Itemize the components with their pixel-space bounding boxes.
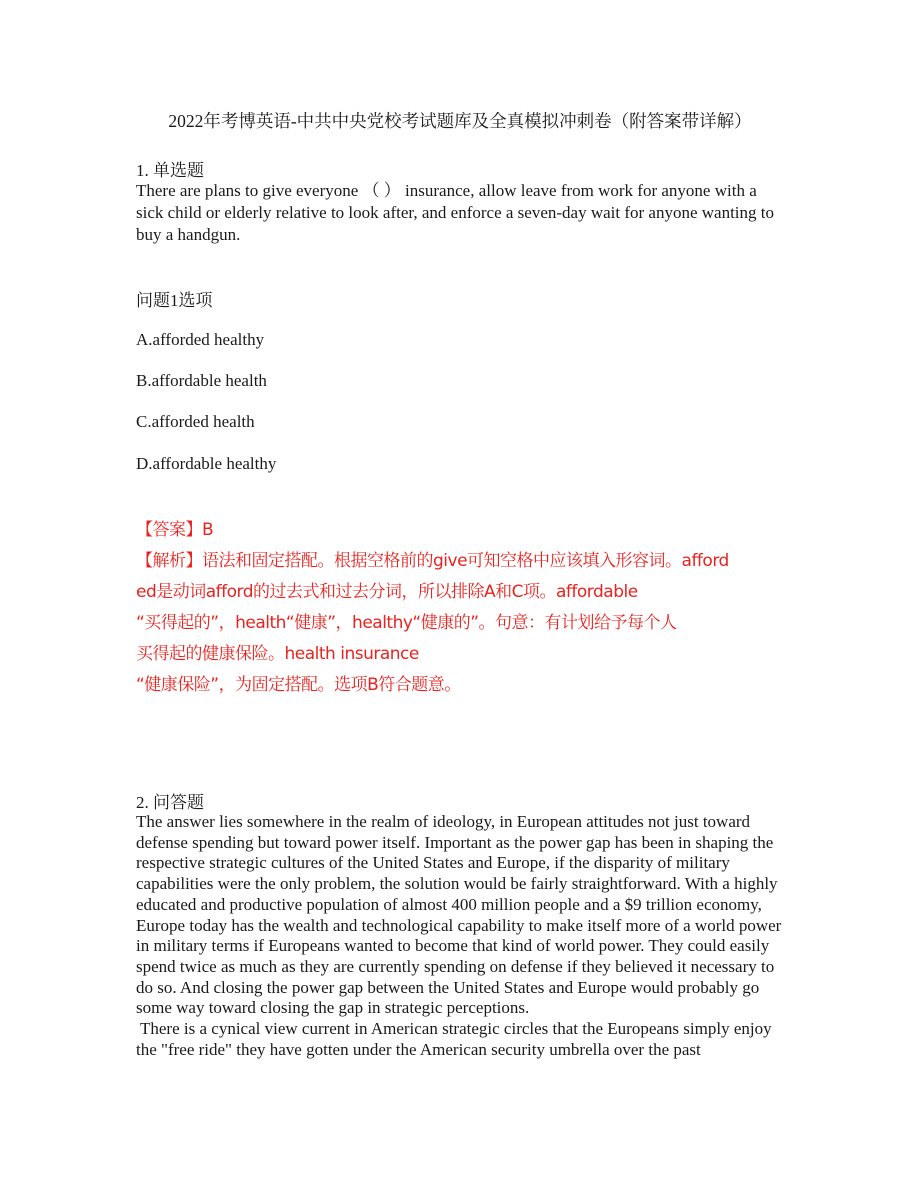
- question-1-stem: There are plans to give everyone （ ） insurance, allow leave from work for anyone with a sick child or elderly relative to look after, and enforce a seven-day wait for anyone wanting to buy a handgun.: [136, 181, 774, 244]
- analysis-line: 【解析】语法和固定搭配。根据空格前的give可知空格中应该填入形容词。afford: [136, 551, 729, 571]
- passage-paragraph: There is a cynical view current in American strategic circles that the Europeans simply enjoy the "free ride" they have gotten under the American security umbrella over the past: [136, 1019, 772, 1059]
- question-1-heading: 1. 单选题: [136, 161, 204, 180]
- analysis-line: 买得起的健康保险。health insurance: [136, 644, 419, 664]
- option-c: C.afforded health: [136, 412, 255, 431]
- option-b: B.affordable health: [136, 371, 267, 390]
- answer-block: [136, 515, 796, 701]
- question-1-options-title: 问题1选项: [136, 291, 213, 310]
- analysis-line: “买得起的”，health“健康”，healthy“健康的”。句意：有计划给予每个人: [136, 613, 677, 633]
- option-d: D.affordable healthy: [136, 454, 277, 473]
- document-title: 2022年考博英语-中共中央党校考试题库及全真模拟冲刺卷（附答案带详解）: [168, 111, 752, 131]
- analysis-line: ed是动词afford的过去式和过去分词，所以排除A和C项。affordable: [136, 582, 638, 602]
- analysis-line: “健康保险”，为固定搭配。选项B符合题意。: [136, 675, 461, 695]
- passage-paragraph: The answer lies somewhere in the realm of ideology, in European attitudes not just toward defense spending but toward power itself. Important as the power gap has been in shaping the respective strategic cultures of the United States and Europe, if the disparity of military capabilities were the only problem, the solution would be fairly straightforward. With a highly educated and productive population of almost 400 million people and a $9 trillion economy, Europe today has the wealth and technological capability to make itself more of a world power in military terms if Europeans wanted to become that kind of world power. They could easily spend twice as much as they are currently spending on defense if they believed it necessary to do so. And closing the power gap between the United States and Europe would probably go some way toward closing the gap in strategic perceptions.: [136, 812, 782, 1018]
- option-a: A.afforded healthy: [136, 330, 265, 349]
- question-2-heading: 2. 问答题: [136, 793, 204, 812]
- answer-line: 【答案】B: [136, 520, 214, 540]
- question-2-passage: [136, 812, 786, 1060]
